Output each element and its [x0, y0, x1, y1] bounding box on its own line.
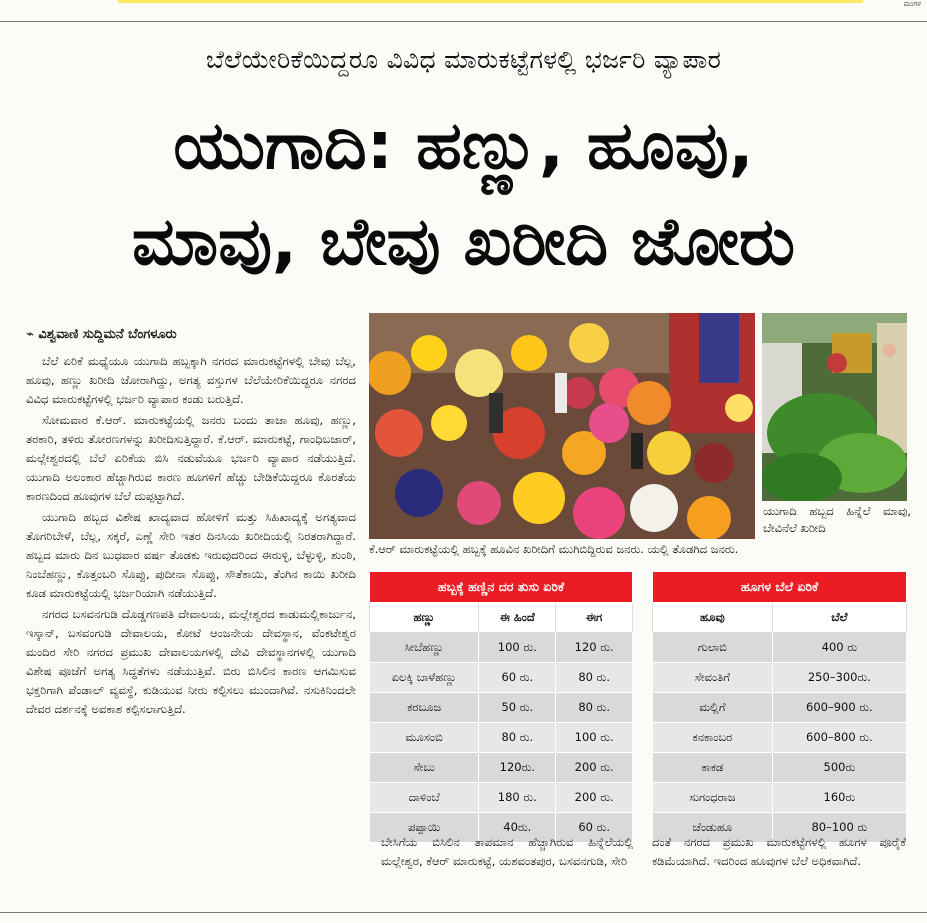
top-strip	[0, 0, 927, 8]
bottom-rule	[0, 912, 927, 913]
table-cell: ಕರಬೂಜ	[370, 693, 479, 723]
table-row	[653, 723, 907, 753]
table-cell: 80 ರು.	[556, 663, 633, 693]
table-cell: ಗುಲಾಬಿ	[653, 633, 773, 663]
table-cell: ಸೇವಂತಿಗೆ	[653, 663, 773, 693]
fruit-col-header: ಹಣ್ಣು	[370, 603, 479, 633]
table-cell: 200 ರು.	[556, 753, 633, 783]
table-cell: 80–100 ರು	[772, 813, 906, 843]
table-row	[370, 783, 633, 813]
table-cell: ಮೂಸಂಬಿ	[370, 723, 479, 753]
table-cell: 200 ರು.	[556, 783, 633, 813]
table-cell: 100 ರು.	[556, 723, 633, 753]
flower-col-header: ಬೆಲೆ	[772, 603, 906, 633]
table-cell: 600–900 ರು.	[772, 693, 906, 723]
fruit-col-header: ಈಗ	[556, 603, 633, 633]
table-row	[653, 663, 907, 693]
table-cell: 120ರು.	[479, 753, 556, 783]
table-cell: ಚೆಂಡುಹೂ	[653, 813, 773, 843]
article-paragraph: ಯುಗಾದಿ ಹಬ್ಬದ ವಿಶೇಷ ಖಾದ್ಯವಾದ ಹೋಳಿಗೆ ಮತ್ತು ಸಿಹಿಖಾದ್ಯಕ್ಕೆ ಅಗತ್ಯವಾದ ತೊಗರಿಬೇಳೆ, ಬೆಲ್ಲ, ಸಕ್ಕರೆ, ಎಣ್ಣೆ ಸೇರಿ ಇತರ ದಿನಸಿಯ ಖರೀದಿಯಲ್ಲಿ ನಿರತರಾಗಿದ್ದಾರೆ. ಹಬ್ಬದ ಮಾರು ದಿನ ಬುಧವಾರ ವರ್ಷ ತೊಡಕು ಇರುವುದರಿಂದ ಈರುಳ್ಳಿ, ಬೆಳ್ಳುಳ್ಳಿ, ಶುಂಠಿ, ನಿಂಬೆಹಣ್ಣು, ಕೊತ್ತಂಬರಿ ಸೊಪ್ಪು, ಪುದೀನಾ ಸೊಪ್ಪು, ಸೌತೆಕಾಯಿ, ತೆಂಗಿನ ಕಾಯಿ ಖರೀದಿ ಕೂಡ ಮಾರುಕಟ್ಟೆಯಲ್ಲಿ ಭರ್ಜರಿಯಾಗಿ ನಡೆಯುತ್ತಿದೆ.	[26, 510, 356, 600]
flower-col-header: ಹೂವು	[653, 603, 773, 633]
market-photo-graphic	[369, 313, 755, 539]
table-cell: ಕನಕಾಂಬರ	[653, 723, 773, 753]
flower-price-table	[652, 571, 907, 843]
table-row	[370, 723, 633, 753]
table-cell: 400 ರು	[772, 633, 906, 663]
fruit-col-header: ಈ ಹಿಂದೆ	[479, 603, 556, 633]
table-cell: ಸುಗಂಧರಾಜ	[653, 783, 773, 813]
table-row	[370, 633, 633, 663]
table-cell: ಮಲ್ಲಿಗೆ	[653, 693, 773, 723]
table-row	[653, 783, 907, 813]
flower-table-title: ಹೂಗಳ ಬೆಲೆ ಏರಿಕೆ	[653, 572, 907, 603]
table-row	[370, 663, 633, 693]
table-cell: 80 ರು.	[556, 693, 633, 723]
table-cell: ದಾಳಿಂಬೆ	[370, 783, 479, 813]
fruit-table-title: ಹಬ್ಬಕ್ಕೆ ಹಣ್ಣಿನ ದರ ತುಸು ಏರಿಕೆ	[370, 572, 633, 603]
article-paragraph: ನಗರದ ಬಸವನಗುಡಿ ದೊಡ್ಡಗಣಪತಿ ದೇವಾಲಯ, ಮಲ್ಲೇಶ್ವರದ ಕಾಡುಮಲ್ಲಿಕಾರ್ಜುನ, ಇಸ್ಕಾನ್, ಬಸವಂಗುಡಿ ದೇವಾಲಯ, ಕೋಟೆ ಆಂಜನೇಯ ದೇವಸ್ಥಾನ, ವೆಂಕಟೇಶ್ವರ ಮಂದಿರ ಸೇರಿ ನಗರದ ಪ್ರಮುಖ ದೇವಾಲಯಗಳಲ್ಲಿ ದೇವಿ ದೇವಸ್ಥಾನಗಳಲ್ಲಿ ಯುಗಾದಿ ವಿಶೇಷ ಪೂಜೆಗೆ ಅಗತ್ಯ ಸಿದ್ಧತೆಗಳು ನಡೆಯುತ್ತಿವೆ. ಬಿರು ಬಿಸಿಲಿನ ಕಾರಣ ಆಗಮಿಸುವ ಭಕ್ತರಿಗಾಗಿ ಪೆಂಡಾಲ್ ವ್ಯವಸ್ಥೆ, ಕುಡಿಯುವ ನೀರು ಕಲ್ಪಿಸಲು ಮುಂದಾಗಿವೆ. ನಸುಕಿನಿಂದಲೇ ದೇವರ ದರ್ಶನಕ್ಕೆ ಅವಕಾಶ ಕಲ್ಪಿಸಲಾಗುತ್ತಿದೆ.	[26, 607, 356, 716]
table-cell: ಸೇಬು	[370, 753, 479, 783]
table-cell: 60 ರು.	[479, 663, 556, 693]
rss-icon: ⌁	[26, 327, 39, 342]
article-body	[26, 352, 356, 721]
table-cell: ಸೀಬೆಹಣ್ಣು	[370, 633, 479, 663]
subheadline: ಬೆಲೆಯೇರಿಕೆಯಿದ್ದರೂ ವಿವಿಧ ಮಾರುಕಟ್ಟೆಗಳಲ್ಲಿ ಭರ್ಜರಿ ವ್ಯಾಪಾರ	[205, 45, 722, 74]
table-cell: 500ರು	[772, 753, 906, 783]
table-row	[370, 693, 633, 723]
table-cell: ಏಲಕ್ಕಿ ಬಾಳೆಹಣ್ಣು	[370, 663, 479, 693]
table-cell: 120 ರು.	[556, 633, 633, 663]
article-paragraph: ಬೆಲೆ ಏರಿಕೆ ಮಧ್ಯೆಯೂ ಯುಗಾದಿ ಹಬ್ಬಕ್ಕಾಗಿ ನಗರದ ಮಾರುಕಟ್ಟೆಗಳಲ್ಲಿ ಬೇವು ಬೆಲ್ಲ, ಹೂವು, ಹಣ್ಣು ಖರೀದಿ ಜೋರಾಗಿದ್ದು, ಅಗತ್ಯ ವಸ್ತುಗಳ ಬೆಲೆಯೇರಿಕೆಯಿದ್ದರೂ ನಗರದ ವಿವಿಧ ಮಾರುಕಟ್ಟೆಗಳಲ್ಲಿ ಭರ್ಜರಿ ವ್ಯಾಪಾರ ಕಂಡು ಬರುತ್ತಿದೆ.	[26, 354, 356, 406]
table-cell: 100 ರು.	[479, 633, 556, 663]
table-cell: 40ರು.	[479, 813, 556, 843]
table-cell: 180 ರು.	[479, 783, 556, 813]
headline-line-2: ಮಾವು, ಬೇವು ಖರೀದಿ ಜೋರು	[132, 203, 795, 280]
bottom-text-column-1: ಬೇಸಿಗೆಯ ಬಿಸಿಲಿನ ತಾಪಮಾನ ಹೆಚ್ಚಾಗಿರುವ ಹಿನ್ನೆಲೆಯಲ್ಲಿ ಮಲ್ಲೇಶ್ವರ, ಕೆಆರ್ ಮಾರುಕಟ್ಟೆ, ಯಶವಂತಪುರ, ಬಸವನಗುಡಿ, ಸೇರಿ	[381, 835, 633, 868]
table-cell: 600–800 ರು.	[772, 723, 906, 753]
table-cell: 160ರು	[772, 783, 906, 813]
table-row	[653, 633, 907, 663]
corner-text: ಮಂಗಳ	[903, 0, 921, 8]
fruit-price-table	[369, 571, 633, 843]
top-rule	[0, 21, 927, 22]
top-highlight-strip	[118, 0, 863, 3]
leaves-photo-graphic	[762, 313, 907, 501]
side-photo-caption: ಯುಗಾದಿ ಹಬ್ಬದ ಹಿನ್ನೆಲೆ ಮಾವು, ಬೇವಿನೆಲೆ ಖರೀದಿ	[763, 504, 911, 535]
table-row	[653, 753, 907, 783]
byline-text: ವಿಶ್ವವಾಣಿ ಸುದ್ದಿಮನೆ ಬೆಂಗಳೂರು	[38, 327, 177, 342]
main-photo-caption: ಕೆ.ಆರ್ ಮಾರುಕಟ್ಟೆಯಲ್ಲಿ ಹಬ್ಬಕ್ಕೆ ಹೂವಿನ ಖರೀದಿಗೆ ಮುಗಿಬಿದ್ದಿರುವ ಜನರು. ಯಲ್ಲಿ ತೊಡಗಿದ ಜನರು.	[369, 542, 739, 556]
table-cell: 250–300ರು.	[772, 663, 906, 693]
table-row	[370, 753, 633, 783]
table-cell: ಕಾಕಡ	[653, 753, 773, 783]
headline-line-1: ಯುಗಾದಿ: ಹಣ್ಣು, ಹೂವು,	[173, 107, 754, 184]
table-cell: 80 ರು.	[479, 723, 556, 753]
table-cell: ಪಪ್ಪಾಯಿ	[370, 813, 479, 843]
bottom-text-column-2: ದಂತೆ ನಗರದ ಪ್ರಮುಖ ಮಾರುಕಟ್ಟೆಗಳಲ್ಲಿ ಹೂಗಳ ಪೂರೈಕೆ ಕಡಿಮೆಯಾಗಿದೆ. ಇದರಿಂದ ಹೂವುಗಳ ಬೆಲೆ ಅಧಿಕವಾಗಿದೆ.	[652, 835, 906, 868]
byline	[26, 327, 356, 342]
market-photo	[369, 313, 755, 539]
leaves-photo	[762, 313, 907, 501]
table-cell: 60 ರು.	[556, 813, 633, 843]
article-paragraph: ಸೋಮವಾರ ಕೆ.ಆರ್. ಮಾರುಕಟ್ಟೆಯಲ್ಲಿ ಜನರು ಬಂದು ತಾಜಾ ಹೂವು, ಹಣ್ಣು, ತರಕಾರಿ, ತಳಿರು ತೋರಣಗಳನ್ನು ಖರೀದಿಸುತ್ತಿದ್ದಾರೆ. ಕೆ.ಆರ್. ಮಾರುಕಟ್ಟೆ, ಗಾಂಧಿಬಜಾರ್, ಮಲ್ಲೇಶ್ವರದಲ್ಲಿ ಬೆಲೆ ಏರಿಕೆಯ ಬಿಸಿ ನಡುವೆಯೂ ಭರ್ಜರಿ ವ್ಯಾಪಾರ ನಡೆಯುತ್ತಿದೆ. ಯುಗಾದಿ ಅಲಂಕಾರ ಹೆಚ್ಚಾಗಿರುವ ಕಾರಣ ಹೂಗಳಿಗೆ ಹೆಚ್ಚು ಬೇಡಿಕೆಯಿದ್ದರೂ ಕೊರತೆಯ ಕಾರಣದಿಂದ ಹೂವುಗಳ ಬೆಲೆ ದುಪ್ಪಟ್ಟಾಗಿದೆ.	[26, 413, 356, 503]
table-cell: 50 ರು.	[479, 693, 556, 723]
table-row	[653, 693, 907, 723]
